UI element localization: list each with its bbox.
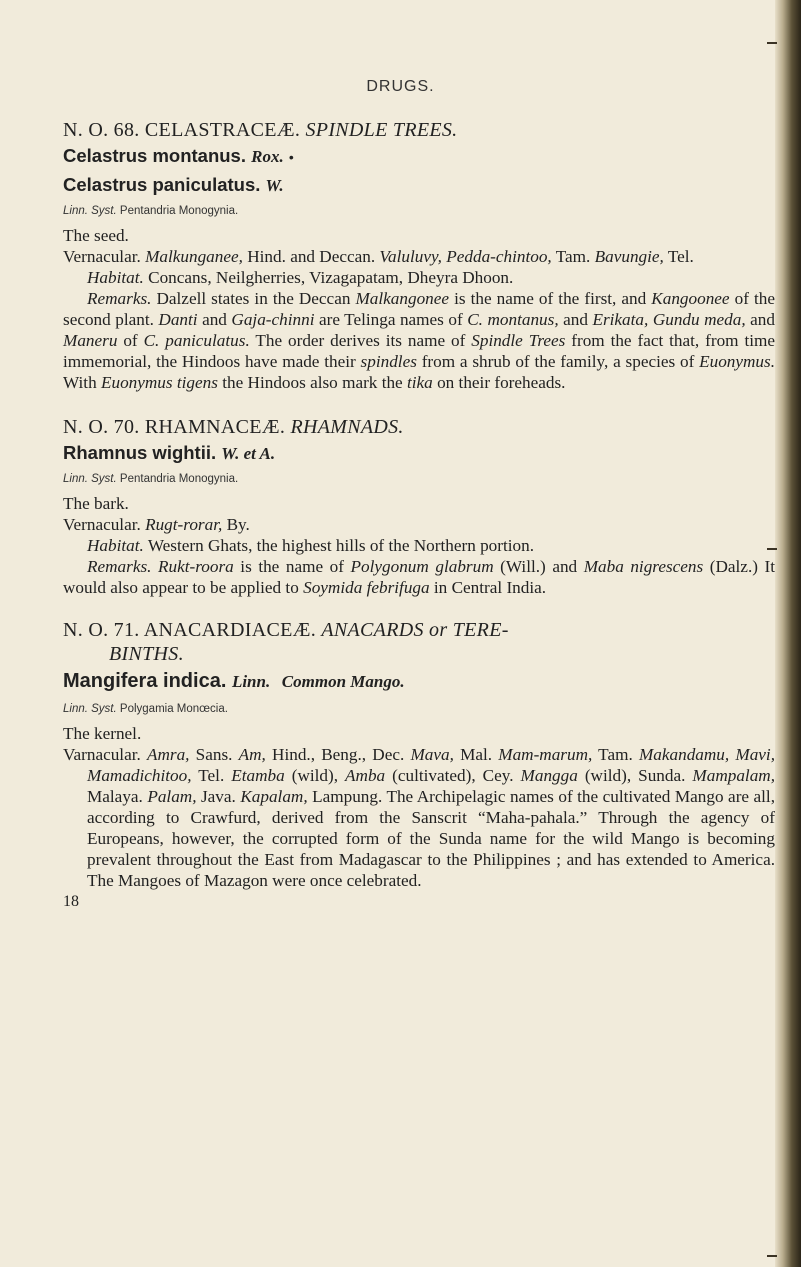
page-body xyxy=(63,118,775,912)
species-name: Celastrus paniculatus. W. xyxy=(63,174,284,195)
vernacular-names: Vernacular. Rugt-rorar, By. xyxy=(63,515,250,534)
species-name: Celastrus montanus. Rox. • xyxy=(63,145,294,166)
running-header: DRUGS. xyxy=(366,78,435,95)
section-heading: N. O. 68. CELASTRACEÆ. SPINDLE TREES. xyxy=(63,119,458,141)
species-name: Rhamnus wightii. W. et A. xyxy=(63,442,276,463)
section-anacardiaceae xyxy=(63,618,775,912)
remarks: Remarks. Rukt-roora is the name of Polygonum glabrum (Will.) and Maba nigrescens (Dalz.) It would also appear to be applied to Soymida febrifuga in Central India. xyxy=(63,557,776,597)
vernacular-names: Varnacular. Amra, Sans. Am, Hind., Beng., Dec. Mava, Mal. Mam-marum, Tam. Makandamu, Mavi, Mamadichitoo, Tel. Etamba (wild), Amba (cultivated), Cey. Mangga (wild), Sunda. Mampalam, Malaya. Palam, Java. Kapalam, Lampung. The Archipelagic names of the cultivated Mango are all, according to Crawfurd, derived from the Sanscrit “Maha-pahala.” Through the agency of Europeans, however, the corrupted form of the Sunda name for the wild Mango is becoming prevalent throughout the East from Madagascar to the Philippines ; and has extended to America. The Mangoes of Mazagon were once celebrated. xyxy=(63,745,776,890)
section-heading: N. O. 71. ANACARDIACEÆ. ANACARDS or TERE- BINTHS. xyxy=(63,619,509,665)
part-used: The kernel. xyxy=(63,724,142,743)
species-name: Mangifera indica. Linn. Common Mango. xyxy=(63,670,405,692)
edge-mark xyxy=(767,1255,777,1257)
linnaean-system: Linn. Syst. Pentandria Monogynia. xyxy=(63,205,239,217)
habitat: Habitat. Concans, Neilgherries, Vizagapatam, Dheyra Dhoon. xyxy=(87,268,514,287)
part-used: The bark. xyxy=(63,494,129,513)
section-rhamnaceae xyxy=(63,415,775,598)
section-heading: N. O. 70. RHAMNACEÆ. RHAMNADS. xyxy=(63,416,404,438)
habitat: Habitat. Western Ghats, the highest hills of the Northern portion. xyxy=(87,536,535,555)
part-used: The seed. xyxy=(63,226,129,245)
linnaean-system: Linn. Syst. Polygamia Monœcia. xyxy=(63,703,228,715)
section-celastraceae xyxy=(63,118,775,393)
linnaean-system: Linn. Syst. Pentandria Monogynia. xyxy=(63,473,239,485)
edge-mark xyxy=(767,42,777,44)
page-edge xyxy=(775,0,801,1267)
page-number: 18 xyxy=(63,893,79,910)
remarks: Remarks. Dalzell states in the Deccan Malkangonee is the name of the first, and Kangoonee of the second plant. Danti and Gaja-chinni are Telinga names of C. montanus, and Erikata, Gundu meda, and Maneru of C. paniculatus. The order derives its name of Spindle Trees from the fact that, from time immemorial, the Hindoos have made their spindles from a shrub of the family, a species of Euonymus. With Euonymus tigens the Hindoos also mark the tika on their foreheads. xyxy=(63,289,776,392)
vernacular-names: Vernacular. Malkunganee, Hind. and Deccan. Valuluvy, Pedda-chintoo, Tam. Bavungie, Tel. xyxy=(63,247,694,266)
